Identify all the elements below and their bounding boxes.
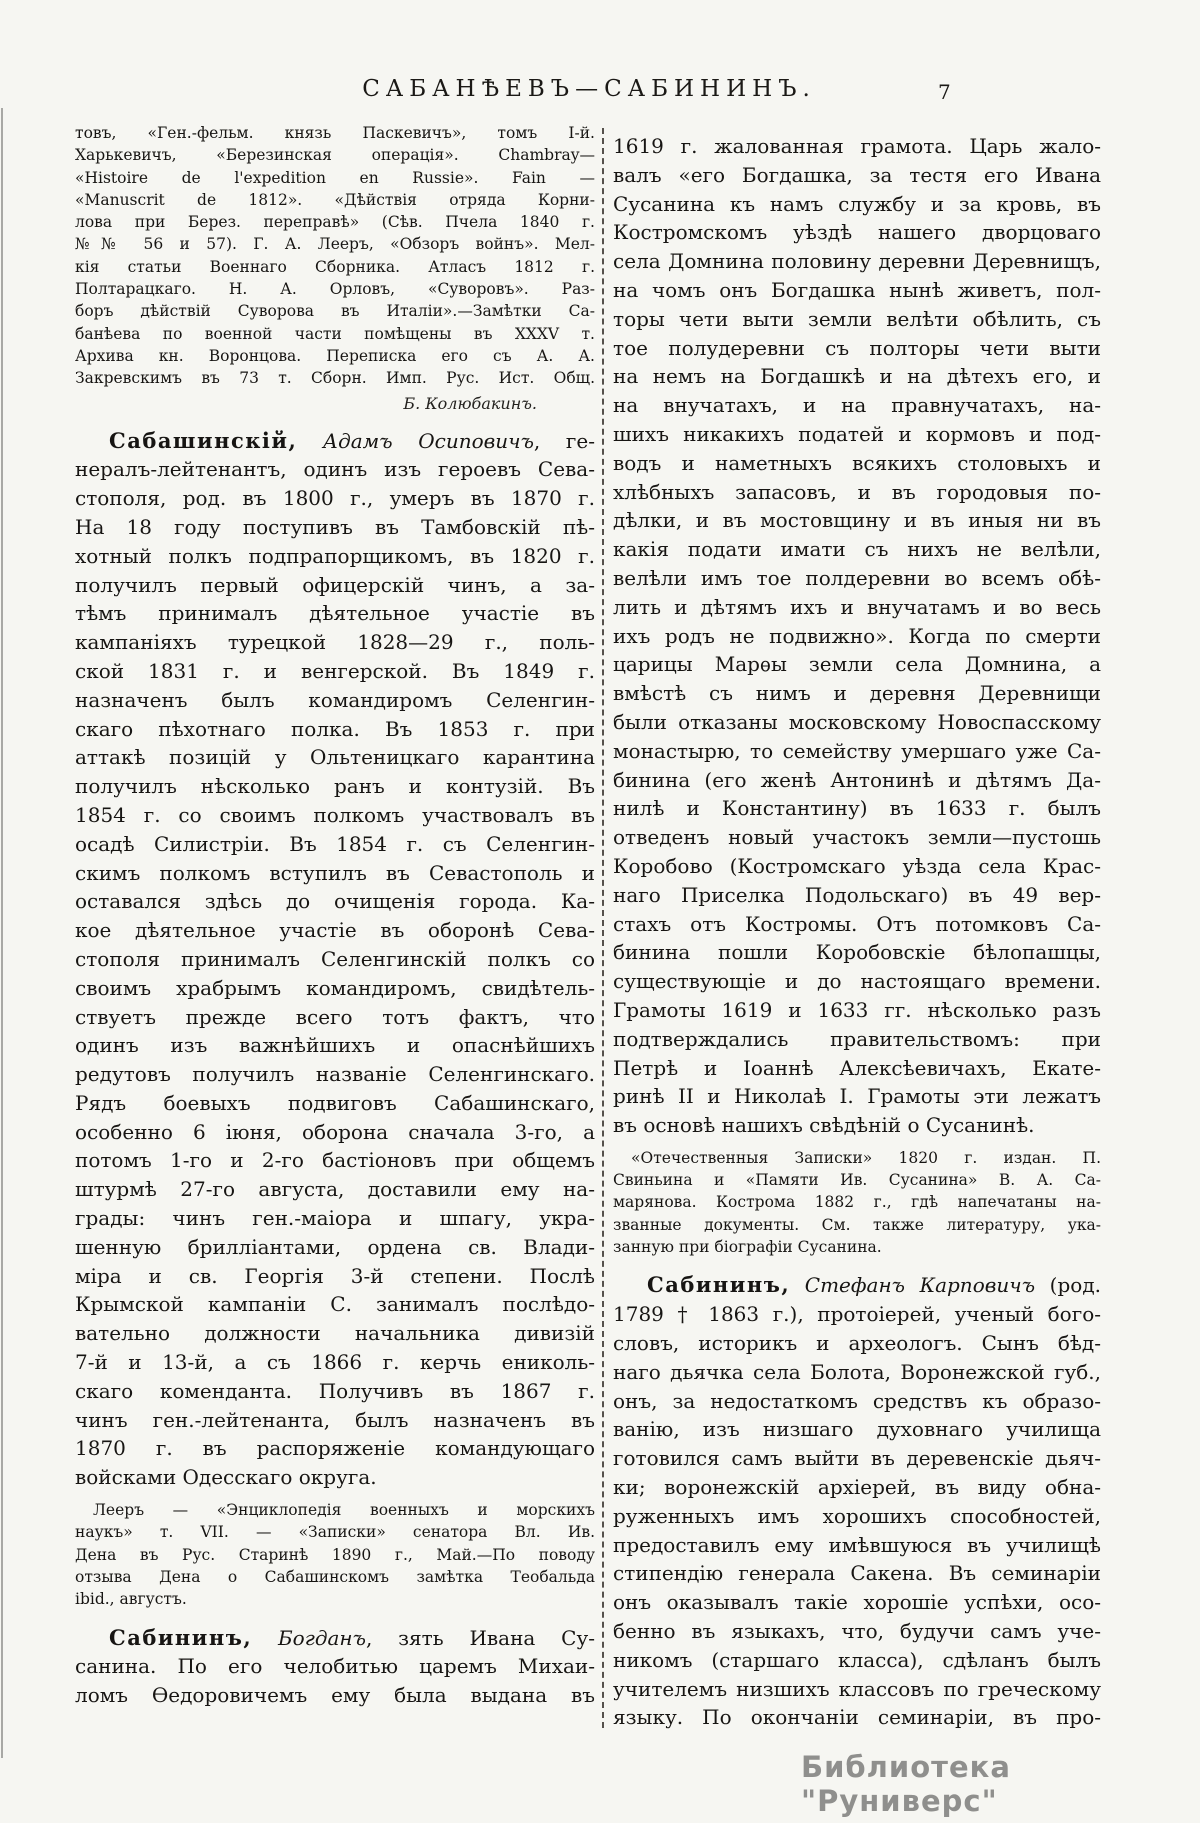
text-line: Харькевичъ, «Березинская операція». Chambray— — [75, 146, 595, 165]
text-line: стахъ отъ Костромы. Отъ потомковъ Са- — [613, 911, 1101, 936]
column-divider — [602, 128, 604, 1728]
headword: Сабининъ, — [647, 1272, 791, 1298]
text-line: лова при Берез. переправѣ» (Сѣв. Пчела 1840 г. — [75, 213, 595, 232]
text-line: Закревскимъ въ 73 т. Сборн. Имп. Рус. Ист. Общ. — [75, 369, 595, 388]
text-line: Петрѣ и Іоаннѣ Алексѣевичахъ, Екате- — [613, 1055, 1101, 1080]
text-line: были отказаны московскому Новоспасскому — [613, 709, 1101, 734]
author-signature: Б. Колюбакинъ. — [403, 393, 537, 413]
headword: Сабининъ, — [109, 1624, 253, 1650]
text-line: шихъ никакихъ податей и кормовъ и под- — [613, 421, 1101, 446]
text-line: стополя принималъ Селенгинскій полкъ со — [75, 946, 595, 971]
left-column — [75, 122, 595, 1710]
text-line: товъ, «Ген.-фельм. князь Паскевичъ», томъ I-й. — [75, 124, 595, 142]
text-line: Грамоты 1619 и 1633 гг. нѣсколько разъ — [613, 997, 1101, 1022]
text-line: онъ, за недостаткомъ средствъ къ образо- — [613, 1388, 1101, 1413]
bibliography-continuation — [75, 122, 595, 390]
text-line: «Manuscrit de 1812». «Дѣйствія отряда Корни- — [75, 190, 595, 209]
text-line: наукъ» т. VII. — «Записки» сенатора Вл. Ив. — [75, 1523, 595, 1542]
text-line: получилъ нѣсколько ранъ и контузій. Въ — [75, 774, 595, 799]
text-line: существующіе и до настоящаго времени. — [613, 969, 1101, 994]
text-line: ломъ Ѳедоровичемъ ему была выдана въ — [75, 1683, 595, 1708]
text-line: предоставилъ ему имѣвшуюся въ училищѣ — [613, 1532, 1101, 1557]
text-line: особенно 6 іюня, оборона сначала 3-го, а — [75, 1119, 595, 1144]
article-sabashinsky — [75, 427, 595, 1492]
text-line: въ основѣ нашихъ свѣдѣній о Сусанинѣ. — [613, 1113, 1035, 1138]
text-line: наго Приселка Подольскаго) въ 49 вер- — [613, 882, 1101, 907]
text-line: Коробово (Костромскаго уѣзда села Крас- — [613, 853, 1101, 878]
person-name: Стефанъ Карповичъ — [804, 1273, 1036, 1298]
text-line: ринѣ II и Николаѣ I. Грамоты эти лежатъ — [613, 1084, 1101, 1109]
person-name: Богданъ — [277, 1625, 366, 1650]
text-line: штурмѣ 27-го августа, доставили ему на- — [75, 1177, 595, 1202]
first-line-text: , ге- — [533, 428, 595, 453]
text-line: села Домнина половину деревни Деревнищъ, — [613, 249, 1101, 274]
text-line: ванію, изъ низшаго духовнаго училища — [613, 1417, 1101, 1442]
text-line: банѣева по военной части помѣщены въ XXXV т. — [75, 324, 595, 343]
text-line: санина. По его челобитью царемъ Михаи- — [75, 1654, 595, 1679]
text-line: скаго коменданта. Получивъ въ 1867 г. — [75, 1378, 595, 1403]
text-line: вмѣстѣ съ нимъ и деревня Деревнищи — [613, 681, 1101, 706]
bibliography-sabashinsky — [75, 1499, 595, 1610]
text-line: кампаніяхъ турецкой 1828—29 г., поль- — [75, 630, 595, 655]
text-line: званные документы. См. также литературу, ука- — [613, 1215, 1101, 1234]
text-line: одинъ изъ важнѣйшихъ и опаснѣйшихъ — [75, 1033, 595, 1058]
text-line: «Histoire de l'expedition en Russie». Fain — — [75, 168, 595, 187]
text-line: языку. По окончаніи семинаріи, въ про- — [613, 1705, 1101, 1730]
text-line: міра и св. Георгія 3-й степени. Послѣ — [75, 1263, 595, 1288]
text-line: монастырю, то семейству умершаго уже Са- — [613, 738, 1101, 763]
text-line: стипендію генерала Сакена. Въ семинаріи — [613, 1561, 1101, 1586]
text-line: на внучатахъ, и на правнучатахъ, на- — [613, 393, 1101, 418]
text-line: 1619 г. жалованная грамота. Царь жало- — [613, 134, 1101, 158]
text-line: получилъ первый офицерскій чинъ, а за- — [75, 572, 595, 597]
text-line: бинина (его женѣ Антонинѣ и дѣтямъ Да- — [613, 767, 1101, 792]
text-line: ствуетъ прежде всего тотъ фактъ, что — [75, 1004, 595, 1029]
text-line: ки; воронежскій архіерей, въ виду обна- — [613, 1474, 1101, 1499]
text-line: лить и дѣтямъ ихъ и внучатамъ и во весь — [613, 594, 1101, 619]
text-line: оставался здѣсь до очищенія города. Ка- — [75, 889, 595, 914]
text-line: ibid., августъ. — [75, 1590, 187, 1609]
text-line: Лееръ — «Энциклопедія военныхъ и морскихъ — [93, 1501, 595, 1520]
article-first-line — [75, 427, 595, 456]
article-sabinin-stefan — [613, 1271, 1101, 1732]
text-line: нералъ-лейтенантъ, одинъ изъ героевъ Сева- — [75, 457, 595, 482]
text-line: 1870 г. въ распоряженіе командующаго — [75, 1436, 595, 1461]
text-line: какія подати имати съ нихъ не велѣли, — [613, 537, 1101, 562]
text-line: царицы Марѳы земли села Домнина, а — [613, 652, 1101, 677]
text-line: своимъ храбрымъ командиромъ, свидѣтель- — [75, 975, 595, 1000]
text-line: отзыва Дена о Сабашинскомъ замѣтка Теобальда — [75, 1567, 595, 1586]
text-line: вательно должности начальника дивизій — [75, 1321, 595, 1346]
text-line: онъ оказывалъ такіе хорошіе успѣхи, осо- — [613, 1590, 1101, 1615]
person-name: Адамъ Осиповичъ — [322, 428, 534, 453]
text-line: Костромскомъ уѣздѣ нашего дворцоваго — [613, 220, 1101, 245]
text-line: водъ и наметныхъ всякихъ столовыхъ и — [613, 450, 1101, 475]
text-line: руженныхъ имъ хорошихъ способностей, — [613, 1503, 1101, 1528]
text-line: войсками Одесскаго округа. — [75, 1465, 377, 1490]
text-line: Архива кн. Воронцова. Переписка его съ А. А. — [75, 346, 595, 365]
text-line: на немъ на Богдашкѣ и на дѣтехъ его, и — [613, 364, 1101, 389]
text-line: словъ, историкъ и археологъ. Сынъ бѣд- — [613, 1330, 1101, 1355]
text-line: велѣли имъ тое полдеревни во всемъ обѣ- — [613, 565, 1101, 590]
text-line: скаго пѣхотнаго полка. Въ 1853 г. при — [75, 716, 595, 741]
text-line: бинина пошли Коробовскіе бѣлопашцы, — [613, 940, 1101, 965]
text-line: 7-й и 13-й, а съ 1866 г. керчь ениколь- — [75, 1350, 595, 1375]
text-line: дѣлки, и въ мостовщину и въ иныя ни въ — [613, 508, 1101, 533]
text-line: марянова. Кострома 1882 г., гдѣ напечатаны на- — [613, 1193, 1101, 1212]
text-line: скимъ полкомъ вступилъ въ Севастополь и — [75, 860, 595, 885]
text-line: Полтарацкаго. Н. А. Орловъ, «Суворовъ». Раз- — [75, 280, 595, 299]
text-line: хлѣбныхъ запасовъ, и въ городовыя по- — [613, 479, 1101, 504]
text-line: 1789 † 1863 г.), протоіерей, ученый бого- — [613, 1302, 1101, 1327]
text-line: аттакѣ позицій у Ольтеницкаго карантина — [75, 745, 595, 770]
text-line: Дена въ Рус. Старинѣ 1890 г., Май.—По поводу — [75, 1545, 595, 1564]
text-line: ихъ родъ не подвижно». Когда по смерти — [613, 623, 1101, 648]
text-line: валъ «его Богдашка, за тестя его Ивана — [613, 162, 1101, 187]
text-line: Крымской кампаніи С. занималъ послѣдо- — [75, 1292, 595, 1317]
text-line: редутовъ получилъ названіе Селенгинскаго. — [75, 1062, 595, 1087]
article-body — [75, 455, 595, 1492]
text-line: Сусанина къ намъ службу и за кровь, въ — [613, 191, 1101, 216]
watermark: Библиотека "Руниверс" — [801, 1750, 1011, 1818]
text-line: осадѣ Силистріи. Въ 1854 г. съ Селенгин- — [75, 831, 595, 856]
text-line: назначенъ былъ командиромъ Селенгин- — [75, 687, 595, 712]
text-line: учителемъ низшихъ классовъ по греческому — [613, 1676, 1101, 1701]
text-line: тѣмъ принималъ дѣятельное участіе въ — [75, 601, 595, 626]
bibliography-sabinin-bogdan — [613, 1147, 1101, 1258]
text-line: наго дьячка села Болота, Воронежской губ., — [613, 1359, 1101, 1384]
text-line: занную при біографіи Сусанина. — [613, 1238, 882, 1257]
article-body — [75, 1652, 595, 1710]
text-line: стополя, род. въ 1800 г., умеръ въ 1870 г. — [75, 486, 595, 511]
text-line: кое дѣятельное участіе въ оборонѣ Сева- — [75, 918, 595, 943]
text-line: торы чети выти земли велѣти обѣлить, съ — [613, 306, 1101, 331]
text-line: ской 1831 г. и венгерской. Въ 1849 г. — [75, 658, 595, 683]
first-line-text: , зять Ивана Су- — [365, 1625, 595, 1650]
headword: Сабашинскій, — [109, 427, 298, 453]
text-line: 1854 г. со своимъ полкомъ участвовалъ въ — [75, 802, 595, 827]
right-column — [613, 132, 1101, 1732]
article-first-line — [75, 1624, 595, 1653]
text-line: «Отечественныя Записки» 1820 г. издан. П. — [631, 1148, 1101, 1167]
text-line: потомъ 1-го и 2-го бастіоновъ при общемъ — [75, 1148, 595, 1173]
text-line: №№ 56 и 57). Г. А. Лееръ, «Обзоръ войнъ». Мел- — [75, 235, 595, 254]
text-line: чинъ ген.-лейтенанта, былъ назначенъ въ — [75, 1407, 595, 1432]
text-line: подтверждались правительствомъ: при — [613, 1026, 1101, 1051]
text-line: грады: чинъ ген.-маіора и шпагу, укра- — [75, 1206, 595, 1231]
text-line: шенную брилліантами, ордена св. Влади- — [75, 1234, 595, 1259]
text-line: Рядъ боевыхъ подвиговъ Сабашинскаго, — [75, 1090, 595, 1115]
article-bogdan-continuation — [613, 132, 1101, 1140]
text-line: кія статьи Военнаго Сборника. Атласъ 1812 г. — [75, 257, 595, 276]
text-line: хотный полкъ подпрапорщикомъ, въ 1820 г. — [75, 543, 595, 568]
text-line: боръ дѣйствій Суворова въ Италіи».—Замѣтки Са- — [75, 302, 595, 321]
text-line: тое полудеревни съ полторы чети выти — [613, 335, 1101, 360]
article-first-line — [613, 1271, 1101, 1300]
text-line: готовился самъ выйти въ деревенскіе дьяч- — [613, 1446, 1101, 1471]
text-line: отведенъ новый участокъ земли—пустошь — [613, 825, 1101, 850]
text-line: На 18 году поступивъ въ Тамбовскій пѣ- — [75, 514, 595, 539]
text-line: на чомъ онъ Богдашка нынѣ живетъ, пол- — [613, 277, 1101, 302]
text-line: нилѣ и Константину) въ 1633 г. былъ — [613, 796, 1101, 821]
article-sabinin-bogdan — [75, 1624, 595, 1710]
text-line: никомъ (старшаго класса), сдѣланъ былъ — [613, 1647, 1101, 1672]
text-line: бенно въ языкахъ, что, будучи самъ уче- — [613, 1618, 1101, 1643]
text-line: Свиньина и «Памяти Ив. Сусанина» В. А. Са- — [613, 1171, 1101, 1190]
page-title: САБАНѢЕВЪ—САБИНИНЪ. — [362, 76, 816, 102]
first-line-text: (род. — [1035, 1273, 1101, 1298]
page-number: 7 — [938, 80, 951, 104]
scan-edge-line — [1, 108, 3, 1758]
article-body — [613, 1300, 1101, 1732]
